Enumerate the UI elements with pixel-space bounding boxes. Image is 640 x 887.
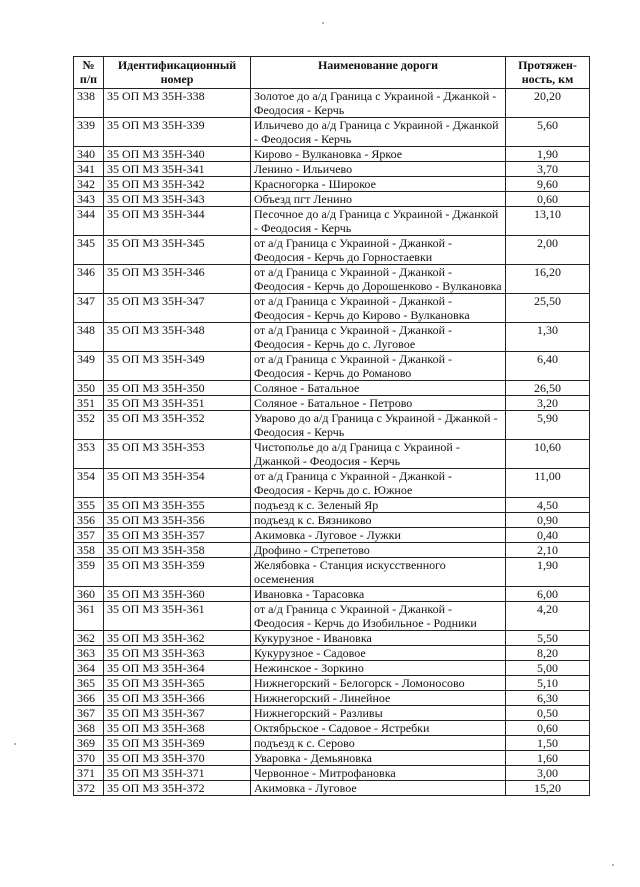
- row-name: Дрофино - Стрепетово: [251, 543, 506, 558]
- row-length: 5,00: [506, 661, 590, 676]
- row-num: 361: [74, 602, 104, 631]
- row-id: 35 ОП МЗ 35Н-352: [104, 411, 251, 440]
- table-row: [74, 207, 590, 236]
- row-id: 35 ОП МЗ 35Н-371: [104, 766, 251, 781]
- table-row: [74, 736, 590, 751]
- row-name: от а/д Граница с Украиной - Джанкой - Феодосия - Керчь до Горностаевки: [251, 236, 506, 265]
- row-name: Нежинское - Зоркино: [251, 661, 506, 676]
- table-row: [74, 192, 590, 207]
- row-id: 35 ОП МЗ 35Н-362: [104, 631, 251, 646]
- row-length: 5,90: [506, 411, 590, 440]
- row-name: Кукурузное - Ивановка: [251, 631, 506, 646]
- table-row: [74, 177, 590, 192]
- row-name: Чистополье до а/д Граница с Украиной - Джанкой - Феодосия - Керчь: [251, 440, 506, 469]
- row-num: 345: [74, 236, 104, 265]
- row-num: 343: [74, 192, 104, 207]
- row-id: 35 ОП МЗ 35Н-346: [104, 265, 251, 294]
- row-num: 355: [74, 498, 104, 513]
- table-row: [74, 236, 590, 265]
- row-id: 35 ОП МЗ 35Н-363: [104, 646, 251, 661]
- row-num: 347: [74, 294, 104, 323]
- row-name: Соляное - Батальное: [251, 381, 506, 396]
- row-id: 35 ОП МЗ 35Н-365: [104, 676, 251, 691]
- row-id: 35 ОП МЗ 35Н-350: [104, 381, 251, 396]
- row-num: 366: [74, 691, 104, 706]
- row-num: 368: [74, 721, 104, 736]
- table-row: [74, 691, 590, 706]
- table-row: [74, 543, 590, 558]
- row-id: 35 ОП МЗ 35Н-343: [104, 192, 251, 207]
- row-name: от а/д Граница с Украиной - Джанкой - Феодосия - Керчь до Изобильное - Родники: [251, 602, 506, 631]
- row-length: 5,60: [506, 118, 590, 147]
- row-num: 362: [74, 631, 104, 646]
- row-num: 360: [74, 587, 104, 602]
- row-length: 20,20: [506, 89, 590, 118]
- row-num: 371: [74, 766, 104, 781]
- row-num: 351: [74, 396, 104, 411]
- row-name: Объезд пгт Ленино: [251, 192, 506, 207]
- table-row: [74, 498, 590, 513]
- row-length: 26,50: [506, 381, 590, 396]
- row-id: 35 ОП МЗ 35Н-368: [104, 721, 251, 736]
- table-row: [74, 751, 590, 766]
- row-id: 35 ОП МЗ 35Н-338: [104, 89, 251, 118]
- row-length: 4,50: [506, 498, 590, 513]
- row-num: 364: [74, 661, 104, 676]
- row-id: 35 ОП МЗ 35Н-372: [104, 781, 251, 796]
- row-name: от а/д Граница с Украиной - Джанкой - Феодосия - Керчь до Дорошенково - Вулкановка: [251, 265, 506, 294]
- table-row: [74, 396, 590, 411]
- row-id: 35 ОП МЗ 35Н-357: [104, 528, 251, 543]
- row-name: Соляное - Батальное - Петрово: [251, 396, 506, 411]
- row-name: Нижнегорский - Белогорск - Ломоносово: [251, 676, 506, 691]
- table-row: [74, 513, 590, 528]
- header-name: Наименование дороги: [251, 57, 506, 89]
- row-num: 339: [74, 118, 104, 147]
- row-name: Золотое до а/д Граница с Украиной - Джанкой - Феодосия - Керчь: [251, 89, 506, 118]
- table-row: [74, 381, 590, 396]
- row-name: подъезд к с. Вязниково: [251, 513, 506, 528]
- row-id: 35 ОП МЗ 35Н-349: [104, 352, 251, 381]
- row-length: 1,90: [506, 147, 590, 162]
- row-id: 35 ОП МЗ 35Н-348: [104, 323, 251, 352]
- table-row: [74, 147, 590, 162]
- row-num: 346: [74, 265, 104, 294]
- row-id: 35 ОП МЗ 35Н-358: [104, 543, 251, 558]
- row-num: 372: [74, 781, 104, 796]
- row-name: Кукурузное - Садовое: [251, 646, 506, 661]
- row-id: 35 ОП МЗ 35Н-356: [104, 513, 251, 528]
- row-name: подъезд к с. Зеленый Яр: [251, 498, 506, 513]
- row-id: 35 ОП МЗ 35Н-360: [104, 587, 251, 602]
- scan-speck: [14, 743, 16, 745]
- row-id: 35 ОП МЗ 35Н-339: [104, 118, 251, 147]
- table-row: [74, 440, 590, 469]
- row-length: 1,30: [506, 323, 590, 352]
- row-name: Нижнегорский - Разливы: [251, 706, 506, 721]
- row-name: подъезд к с. Серово: [251, 736, 506, 751]
- row-name: Ивановка - Тарасовка: [251, 587, 506, 602]
- row-name: Акимовка - Луговое - Лужки: [251, 528, 506, 543]
- table-row: [74, 89, 590, 118]
- row-num: 359: [74, 558, 104, 587]
- row-id: 35 ОП МЗ 35Н-351: [104, 396, 251, 411]
- table-row: [74, 411, 590, 440]
- row-name: от а/д Граница с Украиной - Джанкой - Феодосия - Керчь до Кирово - Вулкановка: [251, 294, 506, 323]
- row-id: 35 ОП МЗ 35Н-364: [104, 661, 251, 676]
- row-length: 4,20: [506, 602, 590, 631]
- row-num: 354: [74, 469, 104, 498]
- row-num: 353: [74, 440, 104, 469]
- row-name: Червонное - Митрофановка: [251, 766, 506, 781]
- table-row: [74, 587, 590, 602]
- row-length: 0,60: [506, 192, 590, 207]
- row-length: 9,60: [506, 177, 590, 192]
- row-length: 2,00: [506, 236, 590, 265]
- row-length: 1,50: [506, 736, 590, 751]
- row-length: 3,20: [506, 396, 590, 411]
- table-row: [74, 558, 590, 587]
- table-row: [74, 528, 590, 543]
- row-num: 369: [74, 736, 104, 751]
- row-length: 10,60: [506, 440, 590, 469]
- table-row: [74, 602, 590, 631]
- row-length: 8,20: [506, 646, 590, 661]
- roads-table: [73, 56, 590, 796]
- table-header-row: [74, 57, 590, 89]
- row-name: от а/д Граница с Украиной - Джанкой - Феодосия - Керчь до с. Южное: [251, 469, 506, 498]
- row-length: 3,00: [506, 766, 590, 781]
- row-length: 13,10: [506, 207, 590, 236]
- row-name: Кирово - Вулкановка - Яркое: [251, 147, 506, 162]
- table-body: [74, 89, 590, 796]
- row-length: 0,60: [506, 721, 590, 736]
- row-num: 350: [74, 381, 104, 396]
- row-num: 342: [74, 177, 104, 192]
- table-row: [74, 469, 590, 498]
- row-num: 365: [74, 676, 104, 691]
- row-id: 35 ОП МЗ 35Н-355: [104, 498, 251, 513]
- table-row: [74, 118, 590, 147]
- row-length: 1,60: [506, 751, 590, 766]
- table-row: [74, 323, 590, 352]
- row-id: 35 ОП МЗ 35Н-344: [104, 207, 251, 236]
- table-row: [74, 294, 590, 323]
- row-name: Желябовка - Станция искусственного осеменения: [251, 558, 506, 587]
- row-name: от а/д Граница с Украиной - Джанкой - Феодосия - Керчь до с. Луговое: [251, 323, 506, 352]
- row-name: Октябрьское - Садовое - Ястребки: [251, 721, 506, 736]
- row-length: 6,40: [506, 352, 590, 381]
- row-num: 352: [74, 411, 104, 440]
- row-num: 357: [74, 528, 104, 543]
- row-name: Уварово до а/д Граница с Украиной - Джанкой - Феодосия - Керчь: [251, 411, 506, 440]
- row-length: 11,00: [506, 469, 590, 498]
- table-row: [74, 162, 590, 177]
- row-length: 6,00: [506, 587, 590, 602]
- row-name: Уваровка - Демьяновка: [251, 751, 506, 766]
- table-row: [74, 766, 590, 781]
- row-num: 341: [74, 162, 104, 177]
- table-row: [74, 706, 590, 721]
- row-length: 3,70: [506, 162, 590, 177]
- row-length: 5,50: [506, 631, 590, 646]
- scan-speck: [322, 22, 324, 24]
- row-length: 15,20: [506, 781, 590, 796]
- row-num: 363: [74, 646, 104, 661]
- row-num: 358: [74, 543, 104, 558]
- table-row: [74, 265, 590, 294]
- row-name: Красногорка - Широкое: [251, 177, 506, 192]
- row-name: Песочное до а/д Граница с Украиной - Джанкой - Феодосия - Керчь: [251, 207, 506, 236]
- row-id: 35 ОП МЗ 35Н-361: [104, 602, 251, 631]
- row-length: 1,90: [506, 558, 590, 587]
- row-id: 35 ОП МЗ 35Н-370: [104, 751, 251, 766]
- row-num: 340: [74, 147, 104, 162]
- row-name: от а/д Граница с Украиной - Джанкой - Феодосия - Керчь до Романово: [251, 352, 506, 381]
- table-row: [74, 781, 590, 796]
- row-length: 5,10: [506, 676, 590, 691]
- row-id: 35 ОП МЗ 35Н-359: [104, 558, 251, 587]
- row-name: Акимовка - Луговое: [251, 781, 506, 796]
- row-length: 16,20: [506, 265, 590, 294]
- row-length: 6,30: [506, 691, 590, 706]
- row-id: 35 ОП МЗ 35Н-353: [104, 440, 251, 469]
- row-id: 35 ОП МЗ 35Н-341: [104, 162, 251, 177]
- row-num: 370: [74, 751, 104, 766]
- row-name: Ильичево до а/д Граница с Украиной - Джанкой - Феодосия - Керчь: [251, 118, 506, 147]
- table-row: [74, 352, 590, 381]
- row-id: 35 ОП МЗ 35Н-354: [104, 469, 251, 498]
- row-id: 35 ОП МЗ 35Н-345: [104, 236, 251, 265]
- row-id: 35 ОП МЗ 35Н-342: [104, 177, 251, 192]
- row-id: 35 ОП МЗ 35Н-369: [104, 736, 251, 751]
- table-row: [74, 676, 590, 691]
- row-length: 0,40: [506, 528, 590, 543]
- table-row: [74, 661, 590, 676]
- row-id: 35 ОП МЗ 35Н-347: [104, 294, 251, 323]
- row-name: Нижнегорский - Линейное: [251, 691, 506, 706]
- row-length: 2,10: [506, 543, 590, 558]
- table-row: [74, 721, 590, 736]
- row-name: Ленино - Ильичево: [251, 162, 506, 177]
- row-length: 0,90: [506, 513, 590, 528]
- row-length: 25,50: [506, 294, 590, 323]
- row-num: 348: [74, 323, 104, 352]
- table-row: [74, 646, 590, 661]
- row-num: 344: [74, 207, 104, 236]
- row-length: 0,50: [506, 706, 590, 721]
- row-id: 35 ОП МЗ 35Н-366: [104, 691, 251, 706]
- row-num: 367: [74, 706, 104, 721]
- row-id: 35 ОП МЗ 35Н-340: [104, 147, 251, 162]
- scan-speck: [612, 864, 614, 866]
- table-row: [74, 631, 590, 646]
- header-length: Протяжен-ность, км: [506, 57, 590, 89]
- header-id: Идентификационный номер: [104, 57, 251, 89]
- header-num: № п/п: [74, 57, 104, 89]
- row-num: 356: [74, 513, 104, 528]
- row-num: 338: [74, 89, 104, 118]
- row-id: 35 ОП МЗ 35Н-367: [104, 706, 251, 721]
- row-num: 349: [74, 352, 104, 381]
